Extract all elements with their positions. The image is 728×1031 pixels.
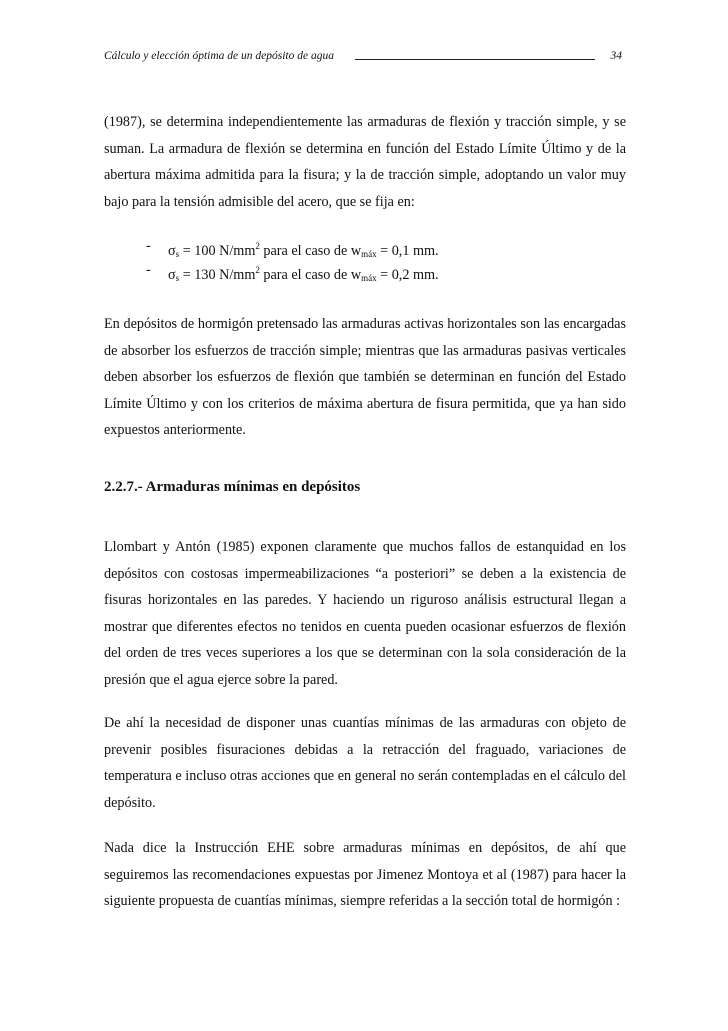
bullet-text: $\sigma_s = 130$ $N/mm^2$ para el caso de $w_{máx} = 0,2$ mm. [168, 265, 439, 283]
header-rule [355, 59, 595, 60]
page-number: 34 [610, 50, 622, 62]
section-heading: 2.2.7.- Armaduras mínimas en depósitos [104, 479, 361, 495]
paragraph-ehe: Nada dice la Instrucción EHE sobre armaduras mínimas en depósitos, de ahí que seguiremos las recomendaciones expuestas por Jimenez Montoya et al (1987) para hacer la siguiente propuesta de cuantías mínimas, siempre referidas a la sección total de hormigón : [104, 840, 626, 909]
bullet-dash: - [146, 262, 151, 278]
bullet-dash: - [146, 238, 151, 254]
header-title: Cálculo y elección óptima de un depósito de agua [104, 50, 334, 62]
paragraph-cuantias: De ahí la necesidad de disponer unas cuantías mínimas de las armaduras con objeto de prevenir posibles fisuraciones debidas a la retracción del fraguado, variaciones de temperatura e incluso otras acciones que en general no serán contempladas en el cálculo del depósito. [104, 715, 626, 811]
paragraph-llombart: Llombart y Antón (1985) exponen claramente que muchos fallos de estanquidad en los depósitos con costosas impermeabilizaciones “a posteriori” se deben a la existencia de fisuras horizontales en las paredes. Y haciendo un riguroso análisis estructural llegan a mostrar que diferentes efectos no tenidos en cuenta pueden ocasionar esfuerzos de flexión del orden de tres veces superiores a los que se determinan con la sola consideración de la presión que el agua ejerce sobre la pared. [104, 539, 626, 688]
paragraph-pretensado: En depósitos de hormigón pretensado las armaduras activas horizontales son las encargadas de absorber los esfuerzos de tracción simple; mientras que las armaduras pasivas verticales deben absorber los esfuerzos de flexión que también se determinan en función del Estado Límite Último y con los criterios de máxima abertura de fisura permitida, que ya han sido expuestos anteriormente. [104, 316, 626, 438]
bullet-text: $\sigma_s = 100$ $N/mm^2$ para el caso de $w_{máx} = 0,1$ mm. [168, 241, 439, 259]
list-item [104, 234, 626, 258]
intro-paragraph: (1987), se determina independientemente las armaduras de flexión y tracción simple, y se suman. La armadura de flexión se determina en función del Estado Límite Último y de la abertura máxima admitida para la fisura; y la de tracción simple, adoptando un valor muy bajo para la tensión admisible del acero, que se fija en: [104, 114, 626, 210]
list-item [104, 258, 626, 282]
sigma-list [104, 234, 626, 282]
